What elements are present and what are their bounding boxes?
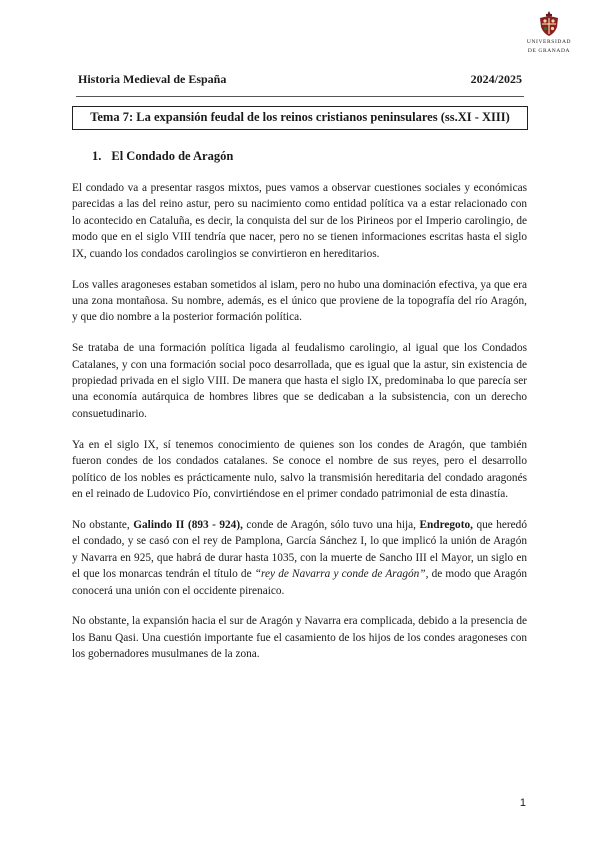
p5-text-e: que heredó el condado, y se casó con el rey de Pamplona, García Sánchez I, lo que implicó la unión de Aragón y Navarra en 925, que habrá de durar hasta 1035, con la muerte de Sancho III el Mayor, un siglo en el que los monarcas tendrán el título de: [72, 518, 527, 581]
header-divider: [76, 96, 524, 97]
document-body: [72, 180, 527, 677]
endregoto-name: Endregoto,: [419, 518, 473, 531]
academic-year: 2024/2025: [470, 72, 522, 86]
p5-text-c: conde de Aragón, sólo tuvo una hija,: [246, 518, 416, 531]
course-title: Historia Medieval de España: [78, 72, 227, 86]
page-number: 1: [519, 797, 526, 809]
p5-text-a: No obstante,: [72, 518, 130, 531]
university-crest-icon: [537, 10, 561, 37]
paragraph-4: Ya en el siglo IX, sí tenemos conocimiento de quienes son los condes de Aragón, que también fueron condes de los condados catalanes. Se conoce el nombre de sus reyes, pero el desarrollo político de los nobles es prácticamente nulo, salvo la transmisión hereditaria del condado aragonés en el reinado de Ludovico Pío, convirtiéndose en el primer condado patrimonial de esta dinastía.: [72, 438, 527, 500]
paragraph-1: El condado va a presentar rasgos mixtos, pues vamos a observar cuestiones sociales y económicas parecidas a las del reino astur, pero su nacimiento como entidad política va a estar relacionado con lo acontecido en Cataluña, es decir, la conquista del sur de los Pirineos por el Imperio carolingio, de modo que en el siglo VIII tendría que nacer, pero no se tienen informaciones escritas hasta el siglo IX, cuando los condados carolingios se convirtieron en hereditarios.: [72, 182, 527, 260]
section-heading: [92, 149, 233, 164]
topic-title: Tema 7: La expansión feudal de los reinos cristianos peninsulares (ss.XI - XIII): [90, 110, 510, 124]
logo-text-line2: DE GRANADA: [527, 48, 571, 54]
galindo-name: Galindo II (893 - 924),: [133, 518, 243, 531]
topic-title-box: [72, 106, 528, 130]
royal-title-quote: “rey de Navarra y conde de Aragón”,: [254, 568, 429, 581]
p5-text-g: de modo que Aragón conocerá una unión con el occidente pirenaico.: [72, 568, 528, 597]
paragraph-3: Se trataba de una formación política ligada al feudalismo carolingio, al igual que los Condados Catalanes, y con una formación social poco desarrollada, que es igual que la astur, sin existencia de propiedad privada en el siglo VIII. De manera que hasta el siglo IX, predominaba lo que parecía ser una economía autárquica de hombres libres que se dedicaban a la subsistencia, con un derecho consuetudinario.: [72, 342, 527, 420]
paragraph-6: No obstante, la expansión hacia el sur de Aragón y Navarra era complicada, debido a la presencia de los Banu Qasi. Una cuestión importante fue el casamiento de los hijos de los condes aragoneses con los gobernadores musulmanes de la zona.: [72, 615, 527, 661]
paragraph-2: Los valles aragoneses estaban sometidos al islam, pero no hubo una dominación efectiva, ya que era una zona montañosa. Su nombre, además, es el único que proviene de la topografía del río Aragón, y que dio nombre a la posterior formación política.: [72, 278, 527, 324]
section-number: 1.: [92, 149, 102, 163]
paragraph-5: [72, 517, 527, 599]
university-logo: [520, 10, 578, 55]
page-header: [78, 72, 522, 87]
section-title: El Condado de Aragón: [111, 149, 234, 163]
logo-text-line1: UNIVERSIDAD: [526, 39, 572, 45]
